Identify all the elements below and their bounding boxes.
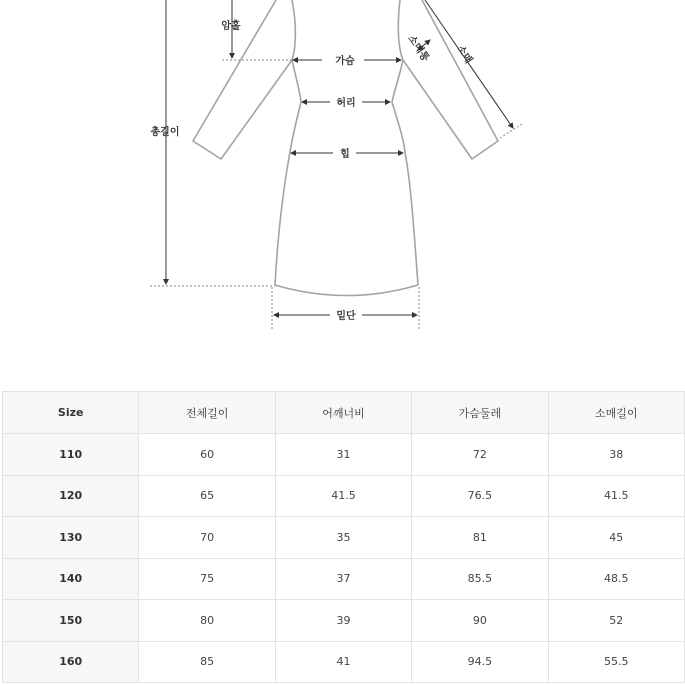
table-cell: 90 [412, 600, 548, 642]
table-cell: 75 [139, 558, 275, 600]
table-cell: 41 [275, 641, 411, 683]
table-row [3, 600, 685, 642]
table-row [3, 434, 685, 476]
table-cell: 85 [139, 641, 275, 683]
size-cell: 160 [3, 641, 139, 683]
table-cell: 41.5 [548, 475, 684, 517]
table-cell: 48.5 [548, 558, 684, 600]
sleeve-length-label: 소매 [454, 43, 474, 66]
size-cell: 140 [3, 558, 139, 600]
table-row [3, 641, 685, 683]
hip-label: 힙 [340, 149, 350, 160]
table-cell: 31 [275, 434, 411, 476]
chest-label: 가슴 [335, 56, 355, 67]
header-sleeve-length: 소매길이 [548, 392, 684, 434]
header-total-length: 전체길이 [139, 392, 275, 434]
hem-label: 밑단 [336, 311, 356, 322]
table-cell: 45 [548, 517, 684, 559]
header-shoulder-width: 어깨너비 [275, 392, 411, 434]
table-cell: 70 [139, 517, 275, 559]
size-cell: 110 [3, 434, 139, 476]
sleeve-width-label: 소매통 [405, 33, 431, 64]
table-cell: 52 [548, 600, 684, 642]
size-table [2, 391, 685, 683]
table-cell: 55.5 [548, 641, 684, 683]
table-cell: 81 [412, 517, 548, 559]
size-cell: 130 [3, 517, 139, 559]
header-chest-circumference: 가슴둘레 [412, 392, 548, 434]
table-cell: 85.5 [412, 558, 548, 600]
armhole-label: 암홀 [221, 21, 241, 32]
table-cell: 76.5 [412, 475, 548, 517]
dress-outline [193, 0, 498, 296]
table-row [3, 517, 685, 559]
table-cell: 35 [275, 517, 411, 559]
waist-label: 허리 [336, 98, 356, 109]
table-cell: 39 [275, 600, 411, 642]
table-cell: 41.5 [275, 475, 411, 517]
table-cell: 65 [139, 475, 275, 517]
table-cell: 60 [139, 434, 275, 476]
size-cell: 120 [3, 475, 139, 517]
table-cell: 94.5 [412, 641, 548, 683]
table-row [3, 475, 685, 517]
table-header-row [3, 392, 685, 434]
table-cell: 72 [412, 434, 548, 476]
header-size: Size [3, 392, 139, 434]
size-cell: 150 [3, 600, 139, 642]
table-cell: 37 [275, 558, 411, 600]
table-cell: 80 [139, 600, 275, 642]
table-cell: 38 [548, 434, 684, 476]
total-length-label: 총길이 [150, 127, 180, 138]
table-row [3, 558, 685, 600]
